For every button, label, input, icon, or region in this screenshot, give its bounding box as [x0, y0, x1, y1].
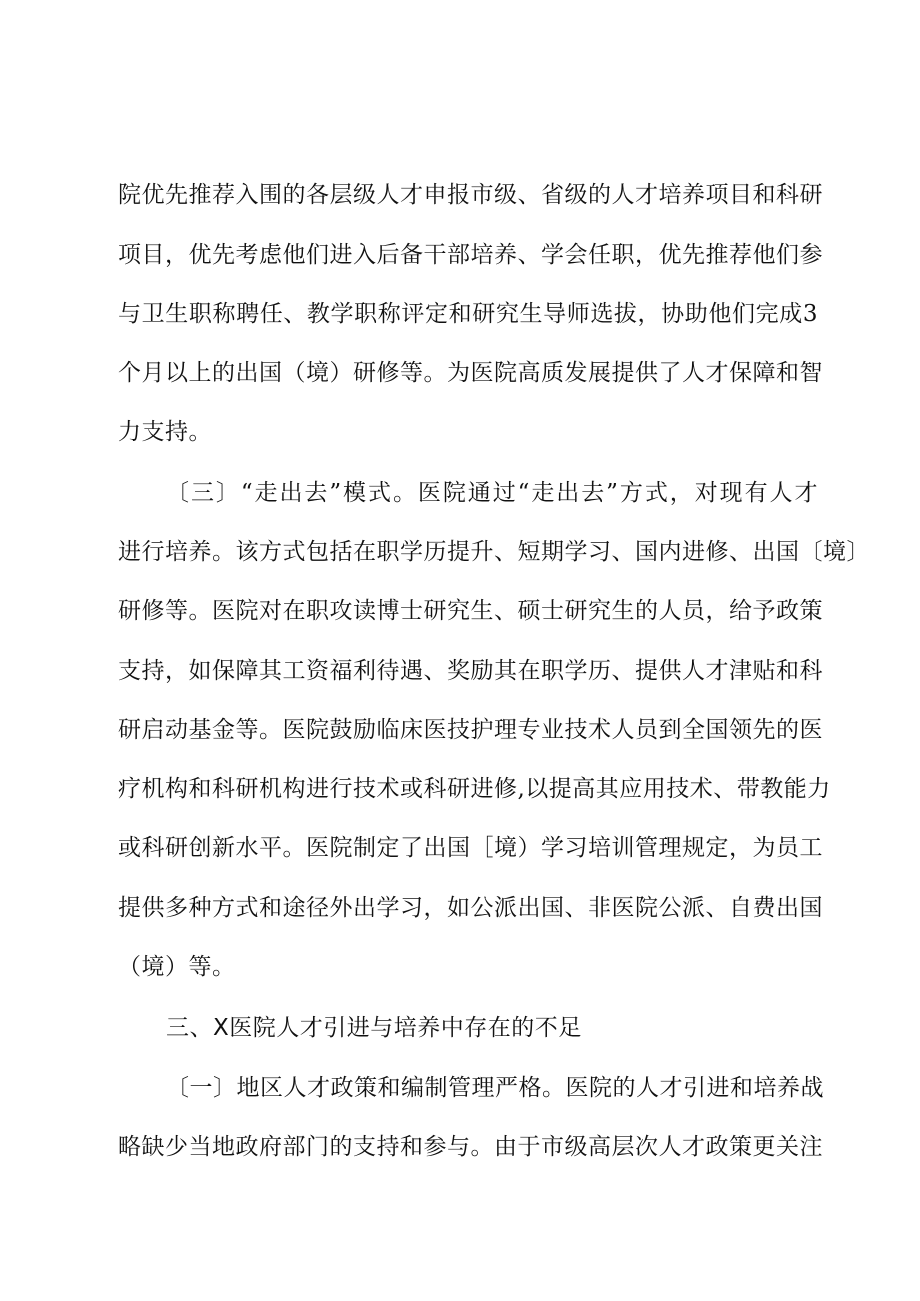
text-line: 支持，如保障其工资福利待遇、奖励其在职学历、提供人才津贴和科: [118, 658, 823, 684]
text-line: 进行培养。该方式包括在职学历提升、短期学习、国内进修、出国〔境〕: [118, 539, 870, 565]
text-line: 院优先推荐入围的各层级人才申报市级、省级的人才培养项目和科研: [118, 182, 823, 208]
text-line: 或科研创新水平。医院制定了出国［境）学习培训管理规定，为员工: [118, 835, 823, 861]
text-line: 项目，优先考虑他们进入后备干部培养、学会任职，优先推荐他们参: [118, 242, 823, 268]
text-line: 提供多种方式和途径外出学习，如公派出国、非医院公派、自费出国: [118, 895, 823, 921]
text-line: 研启动基金等。医院鼓励临床医技护理专业技术人员到全国领先的医: [118, 717, 823, 743]
text-line: （境）等。: [118, 954, 236, 980]
text-line: 研修等。医院对在职攻读博士研究生、硕士研究生的人员，给予政策: [118, 598, 823, 624]
text-line: 疗机构和科研机构进行技术或科研进修,以提高其应用技术、带教能力: [118, 776, 831, 802]
section-heading: 三、X医院人才引进与培养中存在的不足: [166, 1015, 582, 1041]
text-line: 力支持。: [118, 419, 212, 445]
text-line: 〔一〕地区人才政策和编制管理严格。医院的人才引进和培养战: [166, 1075, 824, 1101]
text-line: 与卫生职称聘任、教学职称评定和研究生导师选拔，协助他们完成3: [118, 301, 818, 327]
text-line: 个月以上的出国（境）研修等。为医院高质发展提供了人才保障和智: [118, 360, 823, 386]
text-line: 略缺少当地政府部门的支持和参与。由于市级高层次人才政策更关注: [118, 1134, 823, 1160]
text-line: 〔三〕“走出去”模式。医院通过“走出去”方式，对现有人才: [166, 480, 818, 506]
